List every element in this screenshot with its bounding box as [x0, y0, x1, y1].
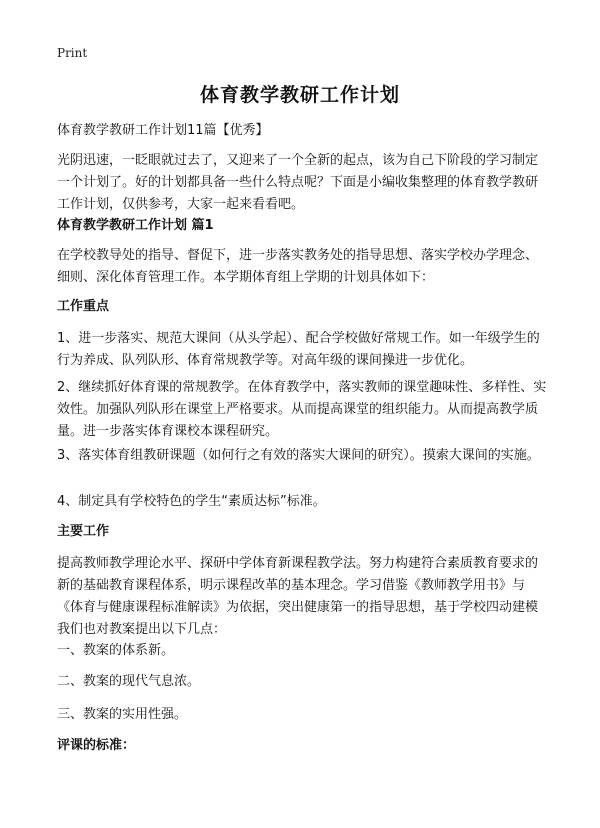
focus-item: 4、制定具有学校特色的学生“素质达标”标准。 [57, 494, 326, 509]
main-work-heading: 主要工作 [57, 524, 110, 539]
document-subtitle: 体育教学教研工作计划11篇【优秀】 [57, 123, 269, 138]
intro-paragraph: 光阴迅速，一眨眼就过去了，又迎来了一个全新的起点，该为自己下阶段的学习制定一个计划了。好的计划都具备一些什么特点呢？下面是小编收集整理的体育教学教研工作计划，仅供参考，大家一起来看看吧。 [57, 153, 539, 212]
section-heading: 体育教学教研工作计划 篇1 [57, 218, 214, 233]
page-title: 体育教学教研工作计划 [199, 84, 400, 106]
main-point: 一、教案的体系新。 [57, 643, 175, 658]
focus-item: 1、进一步落实、规范大课间（从头学起）、配合学校做好常规工作。如一年级学生的行为养成、队列队形、体育常规教学等。对高年级的课间操进一步优化。 [57, 331, 540, 368]
evaluation-heading: 评课的标准： [57, 738, 136, 753]
main-point: 三、教案的实用性强。 [57, 707, 188, 722]
focus-item: 3、落实体育组教研课题（如何行之有效的落实大课间的研究）。摸索大课间的实施。 [57, 448, 540, 463]
focus-heading: 工作重点 [57, 299, 110, 314]
focus-item: 2、继续抓好体育课的常规教学。在体育教学中，落实教师的课堂趣味性、多样性、实效性。加强队列队形在课堂上严格要求。从而提高课堂的组织能力。从而提高教学质量。进一步落实体育课校本课程研究。 [57, 380, 547, 439]
print-label: Print [57, 46, 88, 60]
main-point: 二、教案的现代气息浓。 [57, 674, 201, 689]
main-work-paragraph: 提高教师教学理论水平、探研中学体育新课程教学法。努力构建符合素质教育要求的新的基础教育课程体系，明示课程改革的基本理念。学习借鉴《教师教学用书》与《体育与健康课程标准解读》为依据，突出健康第一的指导思想，基于学校四动建模我们也对教案提出以下几点： [57, 556, 539, 637]
section-intro-paragraph: 在学校教导处的指导、督促下，进一步落实教务处的指导思想、落实学校办学理念、细则、深化体育管理工作。本学期体育组上学期的计划具体如下： [57, 248, 539, 285]
